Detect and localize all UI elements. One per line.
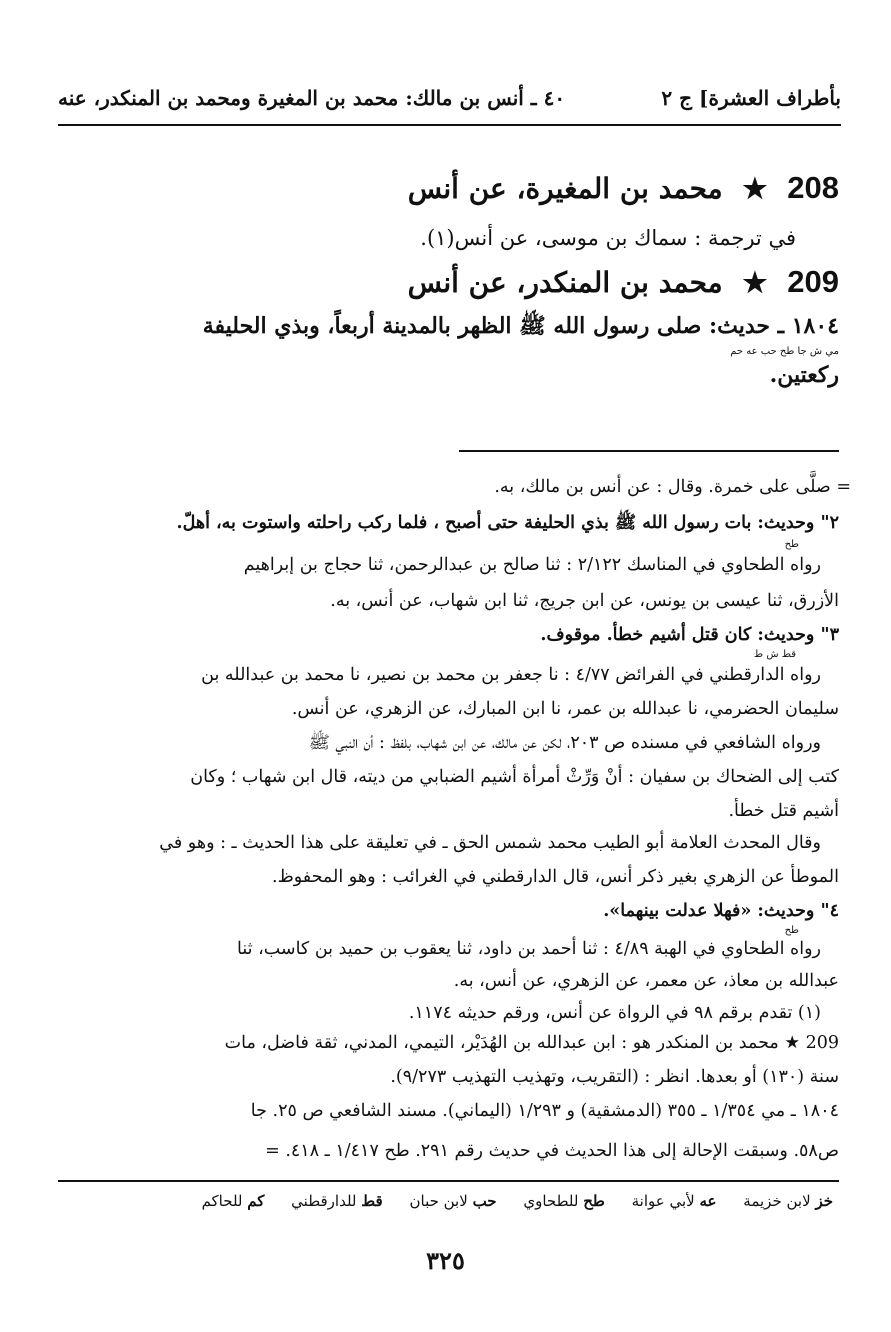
footnote-code: طح — [784, 925, 799, 936]
footnote-line: سليمان الحضرمي، نا عبدالله بن عمر، نا ابن المبارك، عن الزهري، عن أنس. — [291, 699, 839, 719]
legend-item: قط للدارقطني — [291, 1192, 383, 1210]
entry-209 — [408, 264, 839, 300]
hadith-line-1: ١٨٠٤ ـ حديث: صلى رسول الله ﷺ الظهر بالمدينة أربعاً، وبذي الحليفة — [202, 313, 839, 339]
legend-rule — [58, 1180, 839, 1182]
footnote-line: (١) تقدم برقم ٩٨ في الرواة عن أنس، ورقم حديثه ١١٧٤. — [408, 1003, 821, 1023]
footnote-line: سنة (١٣٠) أو بعدها. انظر : (التقريب، وتهذيب التهذيب ٩/٢٧٣). — [390, 1067, 839, 1087]
entry-208-note: في ترجمة : سماك بن موسى، عن أنس(١). — [420, 226, 796, 250]
footnote-line: ٢" وحديث: بات رسول الله ﷺ بذي الحليفة حتى أصبح ، فلما ركب راحلته واستوت به، أهلّ. — [176, 513, 839, 533]
footnote-line: الموطأ عن الزهري بغير ذكر أنس، قال الدارقطني في الغرائب : وهو المحفوظ. — [272, 867, 839, 887]
footnote-line: كتب إلى الضحاك بن سفيان : أنْ وَرِّثْ أمرأة أشيم الضبابي من ديته، قال ابن شهاب ؛ وكان — [190, 767, 839, 787]
footnote-line: رواه الطحاوي في الهبة ٤/٨٩ : ثنا أحمد بن داود، ثنا يعقوب بن حميد بن كاسب، ثنا — [237, 939, 821, 959]
legend-item: كم للحاكم — [201, 1192, 265, 1210]
footnote-line: عبدالله بن معاذ، عن معمر، عن الزهري، عن أنس، به. — [453, 971, 839, 991]
footnote-line: = صلَّى على خمرة. وقال : عن أنس بن مالك، به. — [494, 477, 851, 497]
legend-item: حب لابن حبان — [409, 1192, 497, 1210]
footnote-line: ٤" وحديث: «فهلا عدلت بينهما». — [603, 901, 839, 921]
legend-item: خز لابن خزيمة — [743, 1192, 833, 1210]
footnote-line: الأزرق، ثنا عيسى بن يونس، عن ابن جريج، ثنا ابن شهاب، عن أنس، به. — [330, 591, 839, 611]
header-left: ٤٠ ـ أنس بن مالك: محمد بن المغيرة ومحمد بن المنكدر، عنه — [58, 86, 566, 110]
footnote-line: أشيم قتل خطأ. — [728, 801, 839, 821]
footnote-code: طح — [784, 539, 799, 550]
footnote-rule — [459, 450, 839, 452]
entry-number: 208 — [787, 170, 839, 205]
entry-title: محمد بن المغيرة، عن أنس — [407, 172, 723, 205]
footnote-line: ورواه الشافعي في مسنده ص ٢٠٣، لكن عن مالك، عن ابن شهاب، بلفظ : أن النبي ﷺ — [308, 733, 821, 753]
star-icon: ★ — [742, 266, 768, 299]
footnote-code: قط ش ط — [753, 649, 796, 660]
header-rule — [58, 124, 841, 126]
legend-item: طح للطحاوي — [523, 1192, 605, 1210]
hadith-line-2: ركعتين. — [769, 362, 839, 388]
footnote-line: ٣" وحديث: كان قتل أشيم خطأ. موقوف. — [540, 625, 839, 645]
running-header — [58, 86, 841, 110]
abbreviation-legend — [180, 1192, 833, 1210]
header-right: بأطراف العشرة] ج ٢ — [661, 86, 841, 110]
footnote-line: ١٨٠٤ ـ مي ١/٣٥٤ ـ ٣٥٥ (الدمشقية) و ١/٢٩٣ (اليماني). مسند الشافعي ص ٢٥. جا — [250, 1101, 839, 1121]
page-number: ٣٢٥ — [426, 1246, 465, 1275]
hadith-source-codes: مي ش جا طح حب عه حم — [730, 346, 839, 357]
footnote-line: ص٥٨. وسبقت الإحالة إلى هذا الحديث في حديث رقم ٢٩١. طح ١/٤١٧ ـ ٤١٨. = — [265, 1141, 839, 1161]
legend-item: عه لأبي عوانة — [631, 1192, 717, 1210]
entry-number: 209 — [787, 264, 839, 299]
star-icon: ★ — [742, 172, 768, 205]
footnote-line: وقال المحدث العلامة أبو الطيب محمد شمس الحق ـ في تعليقة على هذا الحديث ـ : وهو في — [159, 833, 821, 853]
footnote-line: رواه الطحاوي في المناسك ٢/١٢٢ : ثنا صالح بن عبدالرحمن، ثنا حجاج بن إبراهيم — [243, 555, 821, 575]
footnote-line: رواه الدارقطني في الفرائض ٤/٧٧ : نا جعفر بن محمد بن نصير، نا محمد بن عبدالله بن — [201, 665, 821, 685]
footnote-line: 209 ★ محمد بن المنكدر هو : ابن عبدالله بن الهُدَيْر، التيمي، المدني، ثقة فاضل، مات — [224, 1033, 839, 1053]
entry-208 — [408, 170, 839, 206]
entry-title: محمد بن المنكدر، عن أنس — [407, 266, 723, 299]
